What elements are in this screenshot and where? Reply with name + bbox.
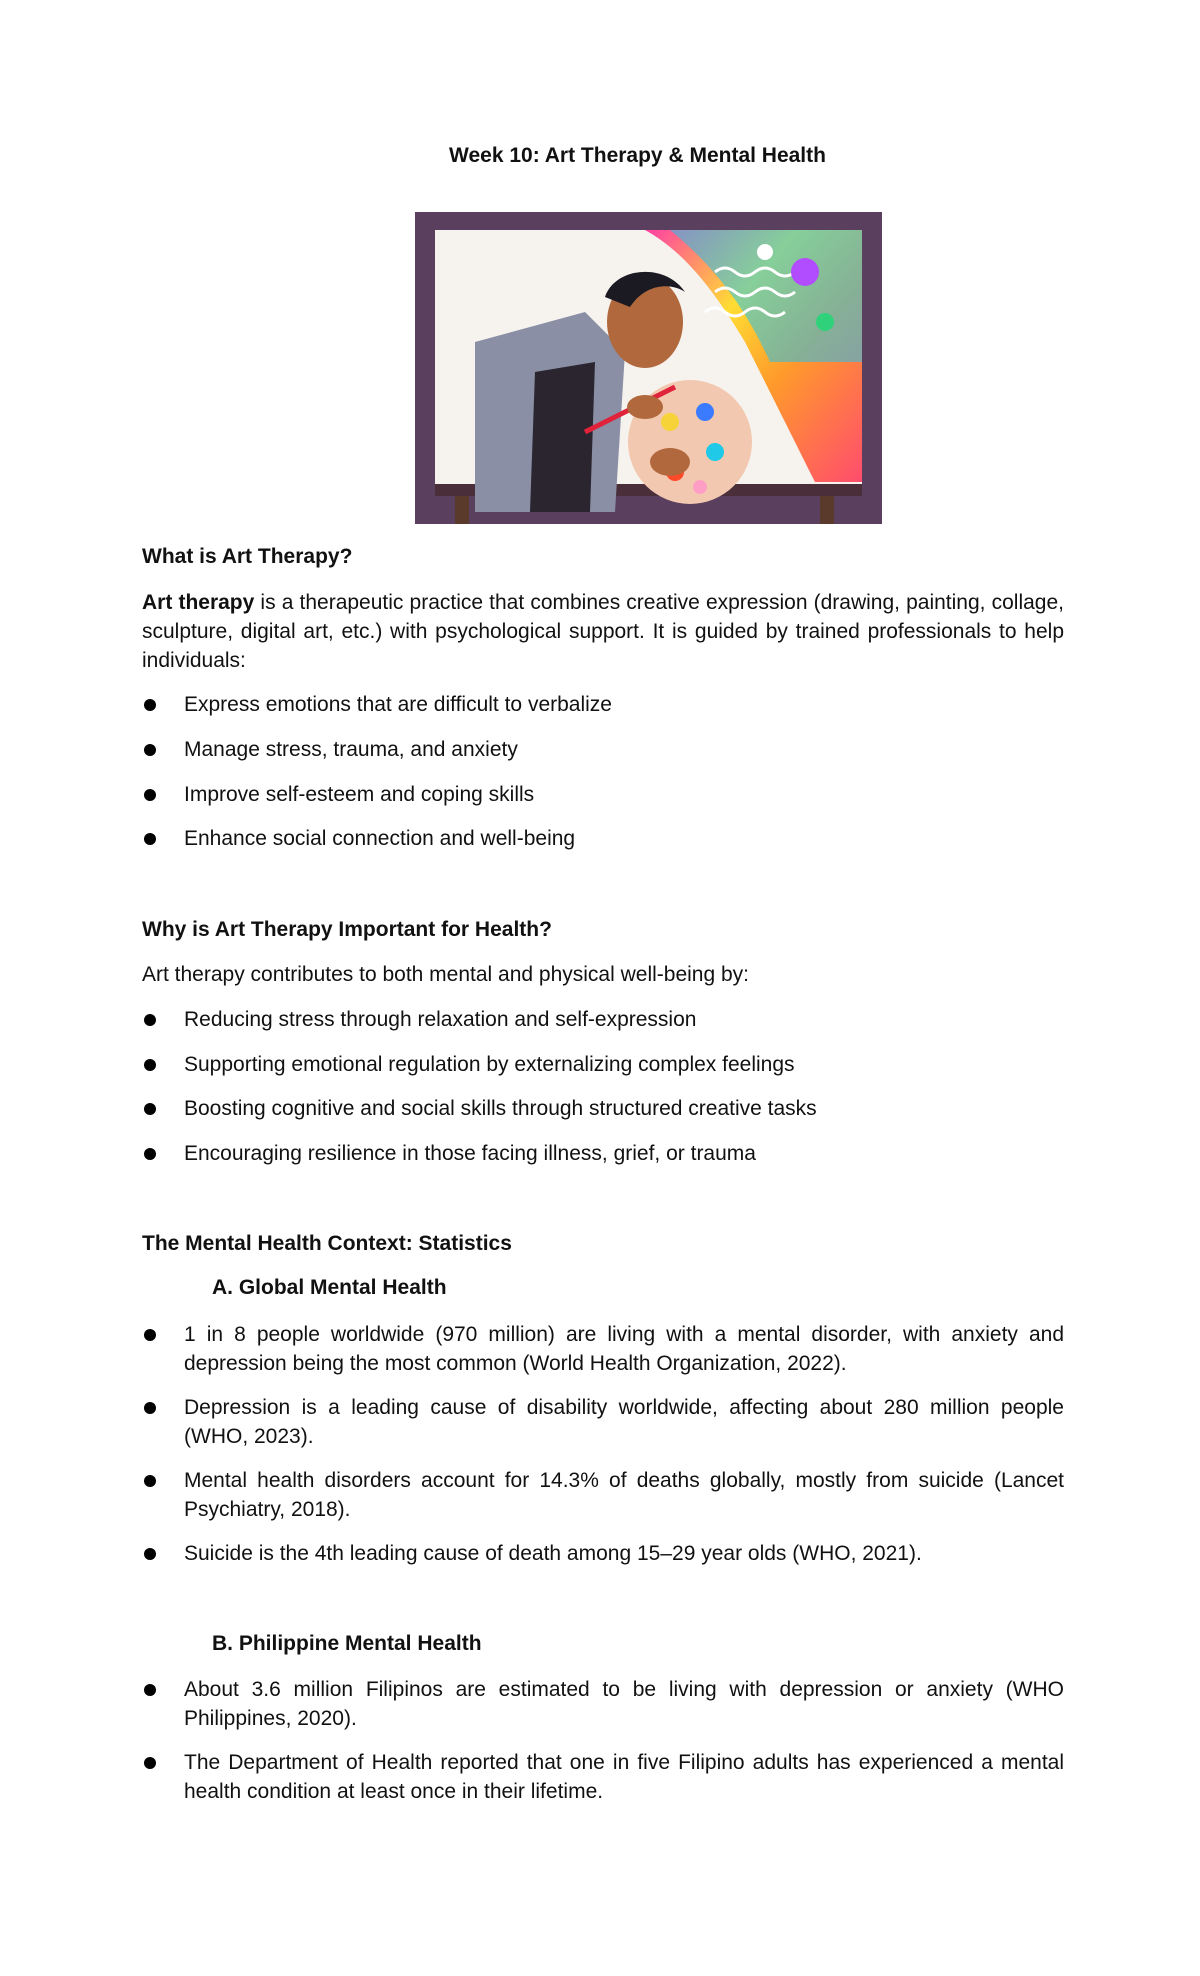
art-therapy-illustration: [415, 212, 882, 524]
page-title: Week 10: Art Therapy & Mental Health: [449, 144, 826, 167]
bullet-icon: [144, 1103, 156, 1115]
list-item: Boosting cognitive and social skills through structured creative tasks: [142, 1094, 1064, 1123]
list-item: Suicide is the 4th leading cause of death among 15–29 year olds (WHO, 2021).: [142, 1539, 1064, 1568]
bullet-icon: [144, 1475, 156, 1487]
section-heading-what-is: What is Art Therapy?: [142, 545, 353, 568]
bullet-icon: [144, 1548, 156, 1560]
list-item: Depression is a leading cause of disability worldwide, affecting about 280 million people (WHO, 2023).: [142, 1393, 1064, 1451]
bullet-icon: [144, 1059, 156, 1071]
art-therapy-definition-text: is a therapeutic practice that combines creative expression (drawing, painting, collage, sculpture, digital art, etc.) with psychological support. It is guided by trained professionals to help individuals:: [142, 591, 1064, 672]
section-heading-why-important: Why is Art Therapy Important for Health?: [142, 918, 552, 941]
section-heading-statistics: The Mental Health Context: Statistics: [142, 1232, 512, 1255]
subheading-global: A. Global Mental Health: [212, 1276, 447, 1299]
list-item: Enhance social connection and well-being: [142, 824, 1064, 853]
list-item: Manage stress, trauma, and anxiety: [142, 735, 1064, 764]
list-item: Encouraging resilience in those facing illness, grief, or trauma: [142, 1139, 1064, 1168]
bullet-icon: [144, 1148, 156, 1160]
list-item: Supporting emotional regulation by externalizing complex feelings: [142, 1050, 1064, 1079]
bullet-icon: [144, 1757, 156, 1769]
list-item: About 3.6 million Filipinos are estimated to be living with depression or anxiety (WHO Philippines, 2020).: [142, 1675, 1064, 1733]
bullet-icon: [144, 833, 156, 845]
bullet-icon: [144, 744, 156, 756]
bullet-icon: [144, 1329, 156, 1341]
list-item: Mental health disorders account for 14.3% of deaths globally, mostly from suicide (Lancet Psychiatry, 2018).: [142, 1466, 1064, 1524]
art-therapy-term: Art therapy: [142, 591, 255, 614]
bullet-icon: [144, 1402, 156, 1414]
bullet-icon: [144, 1684, 156, 1696]
bullet-icon: [144, 789, 156, 801]
bullet-icon: [144, 1014, 156, 1026]
list-item: The Department of Health reported that one in five Filipino adults has experienced a mental health condition at least once in their lifetime.: [142, 1748, 1064, 1806]
list-item: Express emotions that are difficult to verbalize: [142, 690, 1064, 719]
art-therapy-definition: [142, 588, 1064, 675]
list-item: Improve self-esteem and coping skills: [142, 780, 1064, 809]
section-intro: Art therapy contributes to both mental and physical well-being by:: [142, 963, 750, 986]
list-item: Reducing stress through relaxation and self-expression: [142, 1005, 1064, 1034]
subheading-philippines: B. Philippine Mental Health: [212, 1632, 482, 1655]
list-item: 1 in 8 people worldwide (970 million) are living with a mental disorder, with anxiety and depression being the most common (World Health Organization, 2022).: [142, 1320, 1064, 1378]
bullet-icon: [144, 699, 156, 711]
